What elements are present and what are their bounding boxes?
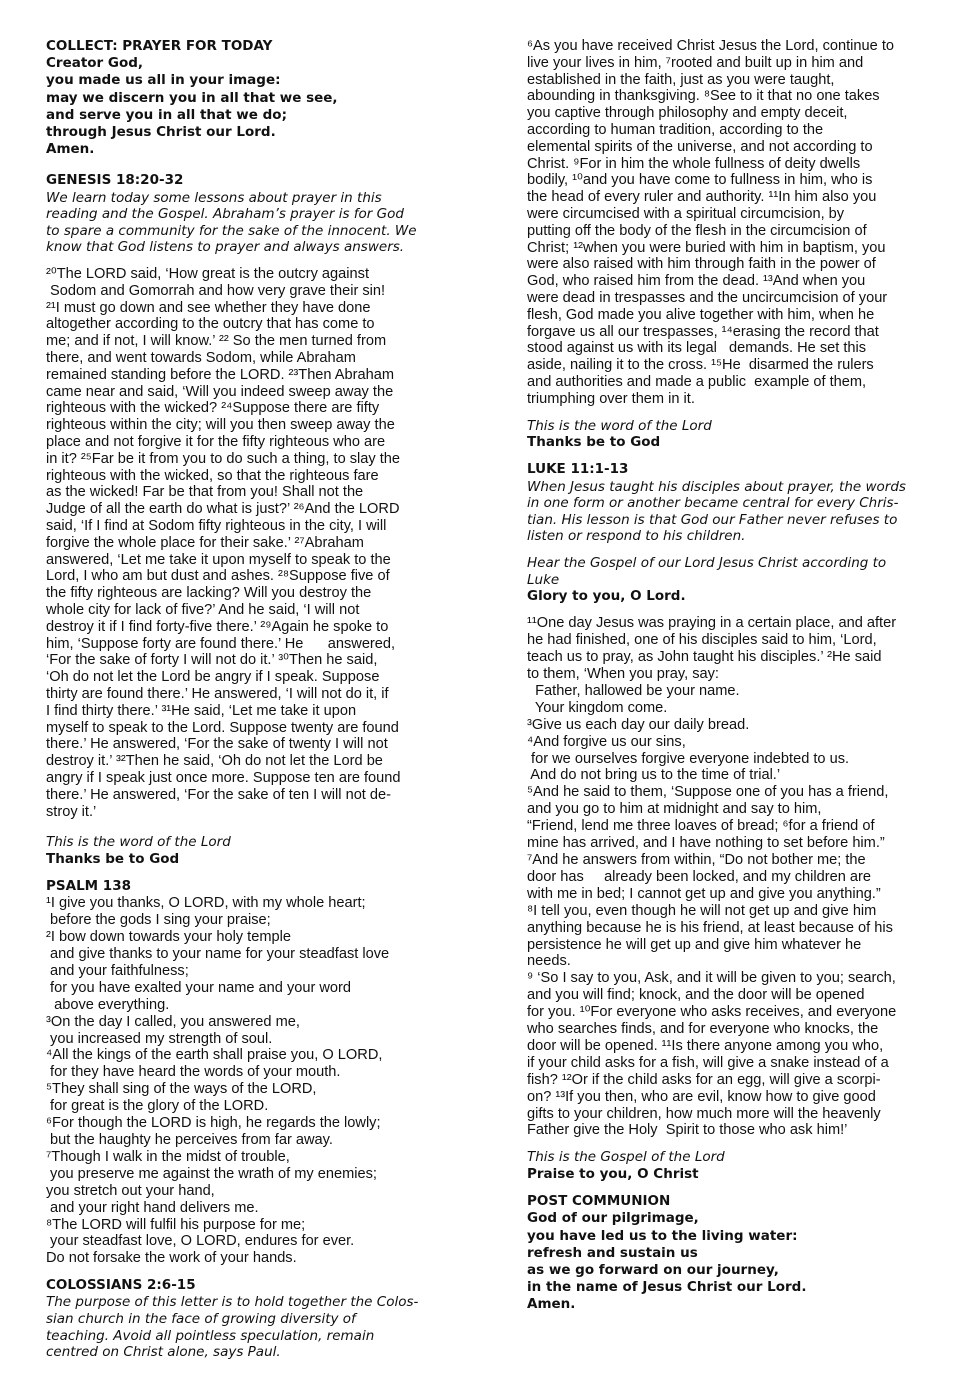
text-line: on? ¹³If you then, who are evil, know how to give good <box>527 1088 876 1105</box>
left-column <box>46 38 454 1361</box>
text-line: ⁸The LORD will fulfil his purpose for me; <box>46 1216 306 1233</box>
text-line: with me in bed; I cannot get up and give you anything.” <box>527 885 881 902</box>
text-line: triumphing over them in it. <box>527 390 695 407</box>
colossians-response-italic: This is the word of the Lord <box>527 417 712 434</box>
intro-line: to spare a community for the sake of the innocent. We <box>46 222 417 239</box>
intro-line: reading and the Gospel. Abraham’s prayer is for God <box>46 206 404 223</box>
text-line: ²¹I must go down and see whether they have done <box>46 299 371 316</box>
luke-response-italic: This is the Gospel of the Lord <box>527 1149 725 1166</box>
collect-line: you made us all in your image: <box>46 72 281 89</box>
collect-line: through Jesus Christ our Lord. <box>46 124 276 141</box>
text-line: bodily, ¹⁰and you have come to fullness in him, who is <box>527 172 873 189</box>
post-communion-line: in the name of Jesus Christ our Lord. <box>527 1279 807 1296</box>
text-line: ²I bow down towards your holy temple <box>46 929 291 946</box>
text-line: “Friend, lend me three loaves of bread; ⁶for a friend of <box>527 818 875 835</box>
text-line: altogether according to the outcry that has come to <box>46 316 375 333</box>
text-line: were circumcised with a spiritual circumcision, by <box>527 205 845 222</box>
text-line: ⁶For though the LORD is high, he regards the lowly; <box>46 1115 381 1132</box>
text-line: your steadfast love, O LORD, endures for ever. <box>46 1233 355 1250</box>
intro-line: teaching. Avoid all pointless speculation, remain <box>46 1327 375 1344</box>
intro-line: centred on Christ alone, says Paul. <box>46 1344 281 1361</box>
text-line: ‘Oh do not let the Lord be angry if I speak. Suppose <box>46 669 380 686</box>
collect-line: may we discern you in all that we see, <box>46 89 338 106</box>
text-line: came near and said, ‘Will you indeed sweep away the <box>46 383 394 400</box>
post-communion-line: God of our pilgrimage, <box>527 1210 699 1227</box>
intro-line: The purpose of this letter is to hold together the Colos- <box>46 1294 419 1311</box>
genesis-heading: GENESIS 18:20-32 <box>46 172 184 189</box>
text-line: thirty are found there.’ He answered, ‘I will not do it, if <box>46 685 389 702</box>
text-line: the head of every ruler and authority. ¹¹In him also you <box>527 189 877 206</box>
text-line: teach us to pray, as John taught his disciples.’ ²He said <box>527 649 882 666</box>
text-line: destroy it.’ ³²Then he said, ‘Oh do not let the Lord be <box>46 753 383 770</box>
text-line: for you. ¹⁰For everyone who asks receives, and everyone <box>527 1004 897 1021</box>
text-line: in it? ²⁵Far be it from you to do such a thing, to slay the <box>46 450 401 467</box>
colossians-heading: COLOSSIANS 2:6-15 <box>46 1277 196 1294</box>
colossians-response-bold: Thanks be to God <box>527 434 661 451</box>
text-line: Do not forsake the work of your hands. <box>46 1250 297 1267</box>
text-line: but the haughty he perceives from far away. <box>46 1131 333 1148</box>
text-line: remained standing before the LORD. ²³Then Abraham <box>46 366 395 383</box>
text-line: for you have exalted your name and your word <box>46 979 352 996</box>
text-line: for they have heard the words of your mouth. <box>46 1064 341 1081</box>
text-line: place and not forgive it for the fifty righteous who are <box>46 433 386 450</box>
text-line: elemental spirits of the universe, and not according to <box>527 138 873 155</box>
text-line: you preserve me against the wrath of my enemies; <box>46 1165 377 1182</box>
text-line: and your faithfulness; <box>46 962 189 979</box>
post-communion-line: Amen. <box>527 1296 576 1313</box>
gospel-announcement: Luke <box>527 571 560 588</box>
luke-heading: LUKE 11:1-13 <box>527 461 629 478</box>
text-line: Your kingdom come. <box>527 699 668 716</box>
intro-line: sian church in the face of growing diversity of <box>46 1311 356 1328</box>
text-line: to them, ‘When you pray, say: <box>527 666 719 683</box>
genesis-response-bold: Thanks be to God <box>46 850 180 867</box>
right-column <box>527 38 939 1314</box>
text-line: me; and if not, I will know.’ ²² So the men turned from <box>46 333 387 350</box>
text-line: myself to speak to the Lord. Suppose twenty are found <box>46 719 399 736</box>
intro-line: When Jesus taught his disciples about prayer, the words <box>527 478 906 495</box>
text-line: you stretch out your hand, <box>46 1182 215 1199</box>
text-line: there.’ He answered, ‘For the sake of ten I will not de- <box>46 786 392 803</box>
text-line: Christ; ¹²when you were buried with him in baptism, you <box>527 239 886 256</box>
text-line: and you go to him at midnight and say to him, <box>527 801 822 818</box>
intro-line: know that God listens to prayer and always answers. <box>46 239 405 256</box>
text-line: ⁵And he said to them, ‘Suppose one of you has a friend, <box>527 784 889 801</box>
text-line: And do not bring us to the time of trial.’ <box>527 767 781 784</box>
text-line: answered, ‘Let me take it upon myself to speak to the <box>46 551 391 568</box>
colossians-section <box>527 38 939 451</box>
text-line: for great is the glory of the LORD. <box>46 1098 269 1115</box>
text-line: were also raised with him through faith in the power of <box>527 256 876 273</box>
text-line: above everything. <box>46 996 170 1013</box>
colossians-section-heading <box>46 1277 454 1361</box>
text-line: ¹¹One day Jesus was praying in a certain place, and after <box>527 615 897 632</box>
psalm-section <box>46 878 454 1267</box>
text-line: there.’ He answered, ‘For the sake of twenty I will not <box>46 736 388 753</box>
text-line: destroy it if I find forty-five there.’ ²⁹Again he spoke to <box>46 618 389 635</box>
text-line: you increased my strength of soul. <box>46 1030 273 1047</box>
text-line: and give thanks to your name for your steadfast love <box>46 946 390 963</box>
genesis-section <box>46 172 454 868</box>
gospel-acclamation: Glory to you, O Lord. <box>527 588 686 605</box>
text-line: Father give the Holy Spirit to those who ask him!’ <box>527 1122 848 1139</box>
genesis-reading-text <box>46 266 454 820</box>
text-line: established in the faith, just as you were taught, <box>527 71 835 88</box>
text-line: flesh, God made you alive together with him, when he <box>527 306 875 323</box>
text-line: who searches finds, and for everyone who knocks, the <box>527 1021 879 1038</box>
text-line: ⁸I tell you, even though he will not get up and give him <box>527 902 877 919</box>
text-line: forgave us all our trespasses, ¹⁴erasing the record that <box>527 323 879 340</box>
text-line: the fifty righteous are lacking? Will you destroy the <box>46 585 372 602</box>
genesis-intro <box>46 190 454 256</box>
text-line: and you will find; knock, and the door will be opened <box>527 987 865 1004</box>
text-line: ⁴All the kings of the earth shall praise you, O LORD, <box>46 1047 383 1064</box>
text-line: you captive through philosophy and empty deceit, <box>527 105 848 122</box>
text-line: ⁴And forgive us our sins, <box>527 733 686 750</box>
text-line: there, and went towards Sodom, while Abraham <box>46 349 356 366</box>
text-line: and your right hand delivers me. <box>46 1199 259 1216</box>
text-line: Christ. ⁹For in him the whole fullness of deity dwells <box>527 155 861 172</box>
post-communion-heading: POST COMMUNION <box>527 1193 671 1210</box>
psalm-text <box>46 895 454 1267</box>
text-line: abounding in thanksgiving. ⁸See to it that no one takes <box>527 88 880 105</box>
text-line: Judge of all the earth do what is just?’ ²⁶And the LORD <box>46 501 400 518</box>
text-line: forgive the whole place for their sake.’ ²⁷Abraham <box>46 534 364 551</box>
text-line: he had finished, one of his disciples said to him, ‘Lord, <box>527 632 877 649</box>
text-line: Lord, I who am but dust and ashes. ²⁸Suppose five of <box>46 568 390 585</box>
text-line: righteous with the wicked? ²⁴Suppose there are fifty <box>46 400 380 417</box>
luke-section <box>527 461 939 1183</box>
post-communion-line: as we go forward on our journey, <box>527 1262 779 1278</box>
text-line: before the gods I sing your praise; <box>46 912 271 929</box>
text-line: righteous with the wicked, so that the righteous fare <box>46 467 379 484</box>
text-line: ⁶As you have received Christ Jesus the Lord, continue to <box>527 38 894 54</box>
text-line: him, ‘Suppose forty are found there.’ He answered, <box>46 635 396 652</box>
gospel-announcement: Hear the Gospel of our Lord Jesus Christ according to <box>527 554 887 571</box>
text-line: as the wicked! Far be that from you! Shall not the <box>46 484 364 501</box>
text-line: mine has arrived, and I have nothing to set before him.” <box>527 835 885 852</box>
collect-line: Amen. <box>46 141 95 158</box>
text-line: said, ‘If I find at Sodom fifty righteous in the city, I will <box>46 517 387 534</box>
text-line: live your lives in him, ⁷rooted and built up in him and <box>527 54 864 71</box>
text-line: Father, hallowed be your name. <box>527 682 740 699</box>
collect-heading: COLLECT: PRAYER FOR TODAY <box>46 38 273 54</box>
text-line: ‘For the sake of forty I will not do it.’ ³⁰Then he said, <box>46 652 378 669</box>
text-line: ⁹ ‘So I say to you, Ask, and it will be given to you; search, <box>527 970 896 987</box>
colossians-reading-text <box>527 38 939 408</box>
luke-response-bold: Praise to you, O Christ <box>527 1165 699 1182</box>
text-line: angry if I speak just once more. Suppose ten are found <box>46 769 401 786</box>
intro-line: tian. His lesson is that God our Father never refuses to <box>527 511 898 528</box>
text-line: were dead in trespasses and the uncircumcision of your <box>527 289 888 306</box>
text-line: aside, nailing it to the cross. ¹⁵He disarmed the rulers <box>527 357 874 374</box>
luke-reading-text <box>527 615 939 1139</box>
text-line: gifts to your children, how much more will the heavenly <box>527 1105 881 1122</box>
collect-section <box>46 38 454 158</box>
text-line: stood against us with its legal demands. He set this <box>527 340 867 357</box>
text-line: door has already been locked, and my children are <box>527 868 871 885</box>
psalm-heading: PSALM 138 <box>46 878 131 895</box>
text-line: ⁵They shall sing of the ways of the LORD, <box>46 1081 317 1098</box>
text-line: needs. <box>527 953 571 970</box>
post-communion-line: refresh and sustain us <box>527 1244 698 1261</box>
text-line: ⁷And he answers from within, “Do not bother me; the <box>527 851 866 868</box>
intro-line: We learn today some lessons about prayer in this <box>46 189 382 206</box>
text-line: stroy it.’ <box>46 803 97 820</box>
text-line: persistence he will get up and give him whatever he <box>527 936 862 953</box>
text-line: ²⁰The LORD said, ‘How great is the outcry against <box>46 266 369 282</box>
text-line: fish? ¹²Or if the child asks for an egg, will give a scorpi- <box>527 1071 881 1088</box>
genesis-response-italic: This is the word of the Lord <box>46 834 231 851</box>
text-line: putting off the body of the flesh in the circumcision of <box>527 222 867 239</box>
text-line: Sodom and Gomorrah and how very grave their sin! <box>46 282 386 299</box>
text-line: I find thirty there.’ ³¹He said, ‘Let me take it upon <box>46 702 357 719</box>
text-line: ⁷Though I walk in the midst of trouble, <box>46 1148 290 1165</box>
post-communion-line: you have led us to the living water: <box>527 1227 798 1244</box>
text-line: according to human tradition, according to the <box>527 121 824 138</box>
text-line: and authorities and made a public example of them, <box>527 373 867 390</box>
intro-line: listen or respond to his children. <box>527 528 746 545</box>
collect-line: and serve you in all that we do; <box>46 106 287 123</box>
text-line: ³On the day I called, you answered me, <box>46 1013 300 1030</box>
text-line: door will be opened. ¹¹Is there anyone among you who, <box>527 1037 884 1054</box>
intro-line: in one form or another became central for every Chris- <box>527 495 899 512</box>
text-line: whole city for lack of five?’ And he said, ‘I will not <box>46 601 360 618</box>
text-line: anything because he is his friend, at least because of his <box>527 919 893 936</box>
collect-line: Creator God, <box>46 55 144 72</box>
text-line: righteous within the city; will you then sweep away the <box>46 417 395 434</box>
text-line: if your child asks for a fish, will give a snake instead of a <box>527 1054 889 1071</box>
text-line: for we ourselves forgive everyone indebted to us. <box>527 750 850 767</box>
text-line: God, who raised him from the dead. ¹³And when you <box>527 273 866 290</box>
post-communion-section <box>527 1193 939 1313</box>
text-line: ³Give us each day our daily bread. <box>527 716 750 733</box>
text-line: ¹I give you thanks, O LORD, with my whole heart; <box>46 895 366 912</box>
